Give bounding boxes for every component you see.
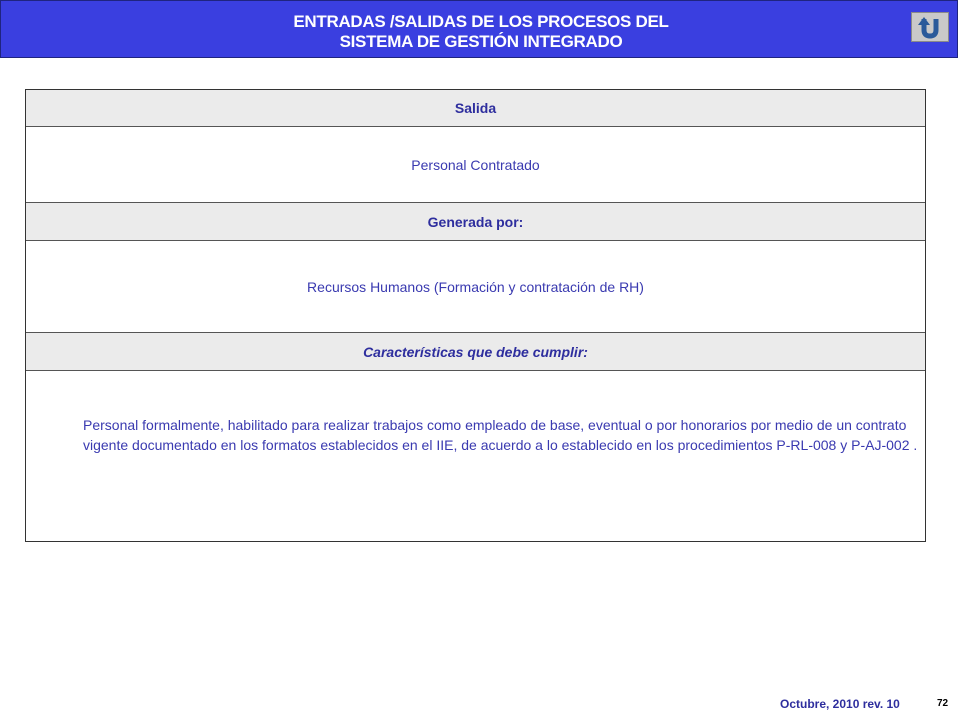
salida-value-row <box>26 127 925 203</box>
header-bar <box>0 0 958 58</box>
footer-date: Octubre, 2010 rev. 10 <box>780 697 900 711</box>
back-button[interactable] <box>911 12 949 42</box>
salida-header-row <box>26 90 925 127</box>
page-number: 72 <box>937 698 949 709</box>
process-output-table <box>25 89 926 542</box>
caracteristicas-label: Características que debe cumplir: <box>363 344 588 360</box>
generada-header-row <box>26 203 925 241</box>
page-title <box>1 12 960 52</box>
salida-label: Salida <box>454 100 497 116</box>
page-title-line1: ENTRADAS /SALIDAS DE LOS PROCESOS DEL <box>293 12 669 31</box>
caracteristicas-value: Personal formalmente, habilitado para realizar trabajos como empleado de base, eventual o por honorarios por medio de un contrato vigente documentado en los formatos establecidos en el IIE, de acuerdo a lo establecido en los procedimientos P-RL-008 y P-AJ-002 . <box>83 417 918 453</box>
page-title-line2: SISTEMA DE GESTIÓN INTEGRADO <box>339 32 623 51</box>
generada-value-row <box>26 241 925 333</box>
salida-value: Personal Contratado <box>411 157 540 173</box>
generada-value: Recursos Humanos (Formación y contratación de RH) <box>307 279 644 295</box>
caracteristicas-value-row <box>26 371 925 541</box>
caracteristicas-header-row <box>26 333 925 371</box>
generada-label: Generada por: <box>427 214 524 230</box>
u-turn-back-icon <box>916 15 944 39</box>
